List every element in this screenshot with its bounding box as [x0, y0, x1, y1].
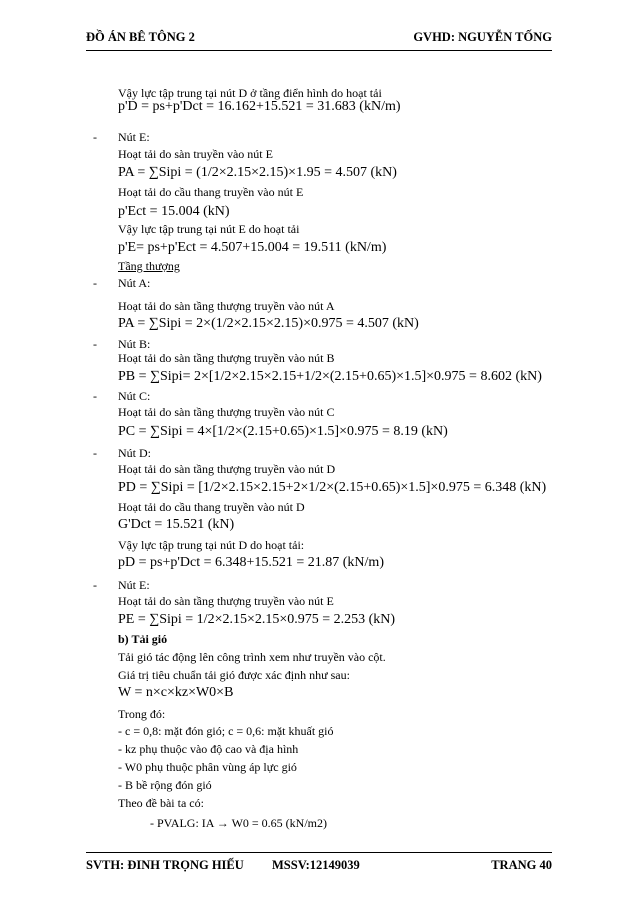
text-line: Hoạt tải do cầu thang truyền vào nút D — [118, 500, 305, 514]
bullet-dash: - — [93, 337, 97, 351]
header-rule — [86, 50, 552, 51]
text-line: Theo đề bài ta có: — [118, 796, 204, 810]
formula-line: G'Dct = 15.521 (kN) — [118, 517, 235, 532]
footer-page-number: TRANG 40 — [491, 858, 552, 872]
footer-student-id: MSSV:12149039 — [272, 858, 360, 872]
section-heading: Tầng thượng — [118, 259, 180, 273]
bullet-item: Nút E: — [118, 130, 150, 144]
text-line: Hoạt tải do sàn tầng thượng truyền vào nút E — [118, 594, 334, 608]
subsection-heading: b) Tải gió — [118, 632, 168, 646]
indented-line: - PVALG: IA → W0 = 0.65 (kN/m2) — [150, 816, 327, 830]
bullet-dash: - — [93, 446, 97, 460]
bullet-item: Nút B: — [118, 337, 151, 351]
footer-student: SVTH: ĐINH TRỌNG HIẾU — [86, 858, 244, 872]
formula-line: p'Ect = 15.004 (kN) — [118, 204, 230, 219]
bullet-item: Nút C: — [118, 389, 151, 403]
bullet-item: Nút A: — [118, 276, 151, 290]
formula-line: PB = ∑Sipi= 2×[1/2×2.15×2.15+1/2×(2.15+0.65)×1.5]×0.975 = 8.602 (kN) — [118, 369, 542, 384]
formula-line: p'E= ps+p'Ect = 4.507+15.004 = 19.511 (kN/m) — [118, 240, 387, 255]
text-line: Hoạt tải do sàn truyền vào nút E — [118, 147, 273, 161]
text-line: - kz phụ thuộc vào độ cao và địa hình — [118, 742, 299, 756]
formula-line: PE = ∑Sipi = 1/2×2.15×2.15×0.975 = 2.253 (kN) — [118, 612, 396, 627]
formula-line: PD = ∑Sipi = [1/2×2.15×2.15+2×1/2×(2.15+0.65)×1.5]×0.975 = 6.348 (kN) — [118, 480, 547, 495]
text-line: Trong đó: — [118, 707, 166, 721]
bullet-dash: - — [93, 578, 97, 592]
header-instructor: GVHD: NGUYỄN TỐNG — [413, 30, 552, 44]
header-title: ĐỒ ÁN BÊ TÔNG 2 — [86, 30, 195, 44]
bullet-dash: - — [93, 130, 97, 144]
text-line: Giá trị tiêu chuẩn tải gió được xác định như sau: — [118, 668, 350, 682]
formula-line: PC = ∑Sipi = 4×[1/2×(2.15+0.65)×1.5]×0.975 = 8.19 (kN) — [118, 424, 448, 439]
text-line: Vậy lực tập trung tại nút D ở tầng điển hình do hoạt tải — [118, 86, 382, 100]
bullet-dash: - — [93, 276, 97, 290]
text-line: Tải gió tác động lên công trình xem như truyền vào cột. — [118, 650, 386, 664]
text-line: Hoạt tải do sàn tầng thượng truyền vào nút A — [118, 299, 335, 313]
formula-line: p'D = ps+p'Dct = 16.162+15.521 = 31.683 (kN/m) — [118, 99, 401, 114]
bullet-item: Nút E: — [118, 578, 150, 592]
text-line: Hoạt tải do cầu thang truyền vào nút E — [118, 185, 304, 199]
formula-line: W = n×c×kz×W0×B — [118, 685, 234, 700]
text-line: - c = 0,8: mặt đón gió; c = 0,6: mặt khuất gió — [118, 724, 334, 738]
formula-line: PA = ∑Sipi = (1/2×2.15×2.15)×1.95 = 4.507 (kN) — [118, 165, 397, 180]
bullet-item: Nút D: — [118, 446, 151, 460]
text-line: - B bề rộng đón gió — [118, 778, 212, 792]
footer-rule — [86, 852, 552, 853]
formula-line: pD = ps+p'Dct = 6.348+15.521 = 21.87 (kN/m) — [118, 555, 384, 570]
text-line: Vậy lực tập trung tại nút E do hoạt tải — [118, 222, 300, 236]
formula-line: PA = ∑Sipi = 2×(1/2×2.15×2.15)×0.975 = 4.507 (kN) — [118, 316, 419, 331]
bullet-dash: - — [93, 389, 97, 403]
text-line: Hoạt tải do sàn tầng thượng truyền vào nút D — [118, 462, 336, 476]
text-line: - W0 phụ thuộc phân vùng áp lực gió — [118, 760, 297, 774]
text-line: Hoạt tải do sàn tầng thượng truyền vào nút B — [118, 351, 335, 365]
text-line: Hoạt tải do sàn tầng thượng truyền vào nút C — [118, 405, 335, 419]
text-line: Vậy lực tập trung tại nút D do hoạt tải: — [118, 538, 305, 552]
